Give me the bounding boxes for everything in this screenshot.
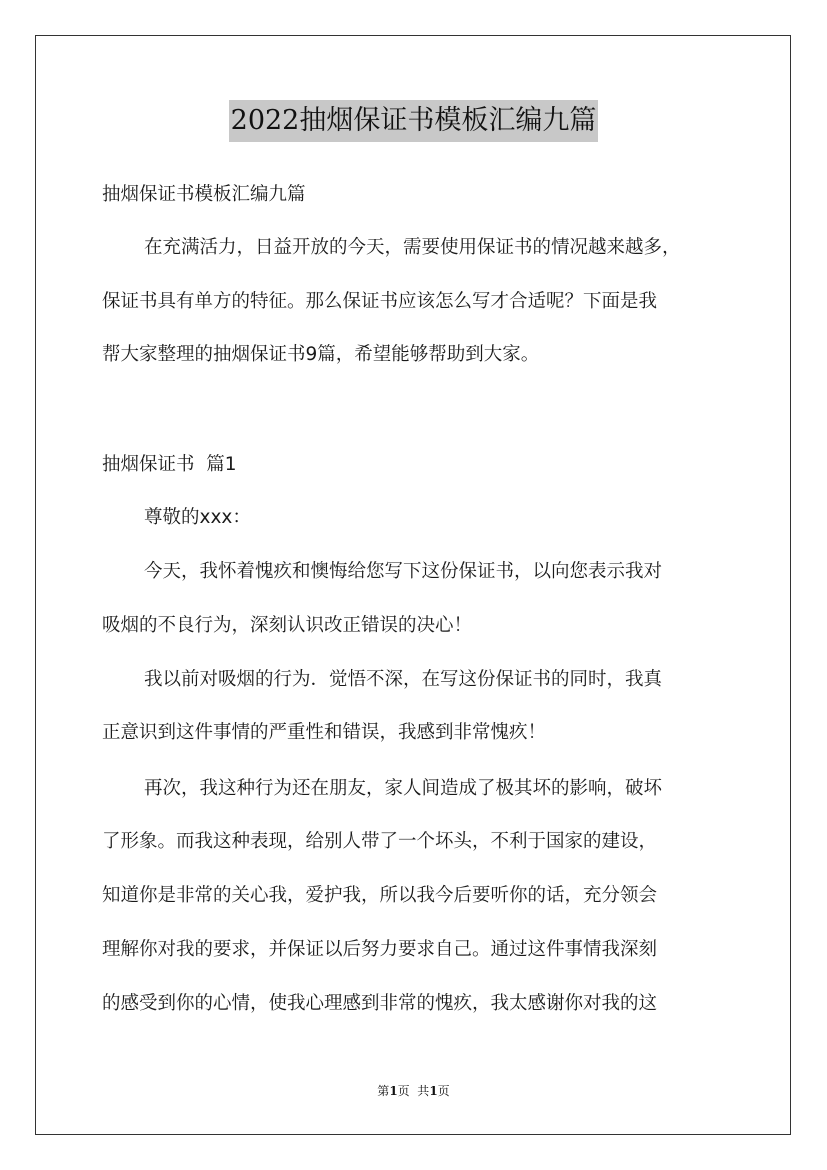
paragraph-line: 正意识到这件事情的严重性和错误，我感到非常愧疚！ (102, 722, 547, 743)
page-current: 1 (389, 1084, 398, 1098)
paragraph-line: 再次，我这种行为还在朋友，家人间造成了极其坏的影响，破坏 (144, 778, 663, 799)
paragraph-line: 我以前对吸烟的行为．觉悟不深，在写这份保证书的同时，我真 (144, 669, 663, 690)
document-subtitle: 抽烟保证书模板汇编九篇 (102, 184, 306, 205)
document-title: 2022抽烟保证书模板汇编九篇 (229, 100, 599, 142)
page-suffix: 页 (437, 1084, 450, 1098)
paragraph-line: 的感受到你的心情，使我心理感到非常的愧疚，我太感谢你对我的这 (102, 993, 658, 1014)
paragraph-line: 吸烟的不良行为，深刻认识改正错误的决心！ (102, 615, 473, 636)
greeting: 尊敬的xxx： (144, 507, 251, 528)
intro-line: 在充满活力，日益开放的今天，需要使用保证书的情况越来越多， (144, 237, 681, 258)
paragraph-line: 理解你对我的要求，并保证以后努力要求自己。通过这件事情我深刻 (102, 939, 658, 960)
intro-line: 帮大家整理的抽烟保证书9篇，希望能够帮助到大家。 (102, 344, 540, 365)
page-total: 1 (429, 1084, 438, 1098)
intro-line: 保证书具有单方的特征。那么保证书应该怎么写才合适呢？下面是我 (102, 291, 658, 312)
paragraph-line: 知道你是非常的关心我，爱护我，所以我今后要听你的话，充分领会 (102, 885, 658, 906)
paragraph-line: 了形象。而我这种表现，给别人带了一个坏头，不利于国家的建设， (102, 831, 658, 852)
page-prefix: 第 (377, 1084, 390, 1098)
page-footer (0, 1082, 827, 1099)
section-heading: 抽烟保证书 篇1 (102, 454, 237, 475)
paragraph-line: 今天，我怀着愧疚和懊悔给您写下这份保证书，以向您表示我对 (144, 561, 663, 582)
page-mid: 页 共 (397, 1084, 430, 1098)
title-container (0, 100, 827, 142)
